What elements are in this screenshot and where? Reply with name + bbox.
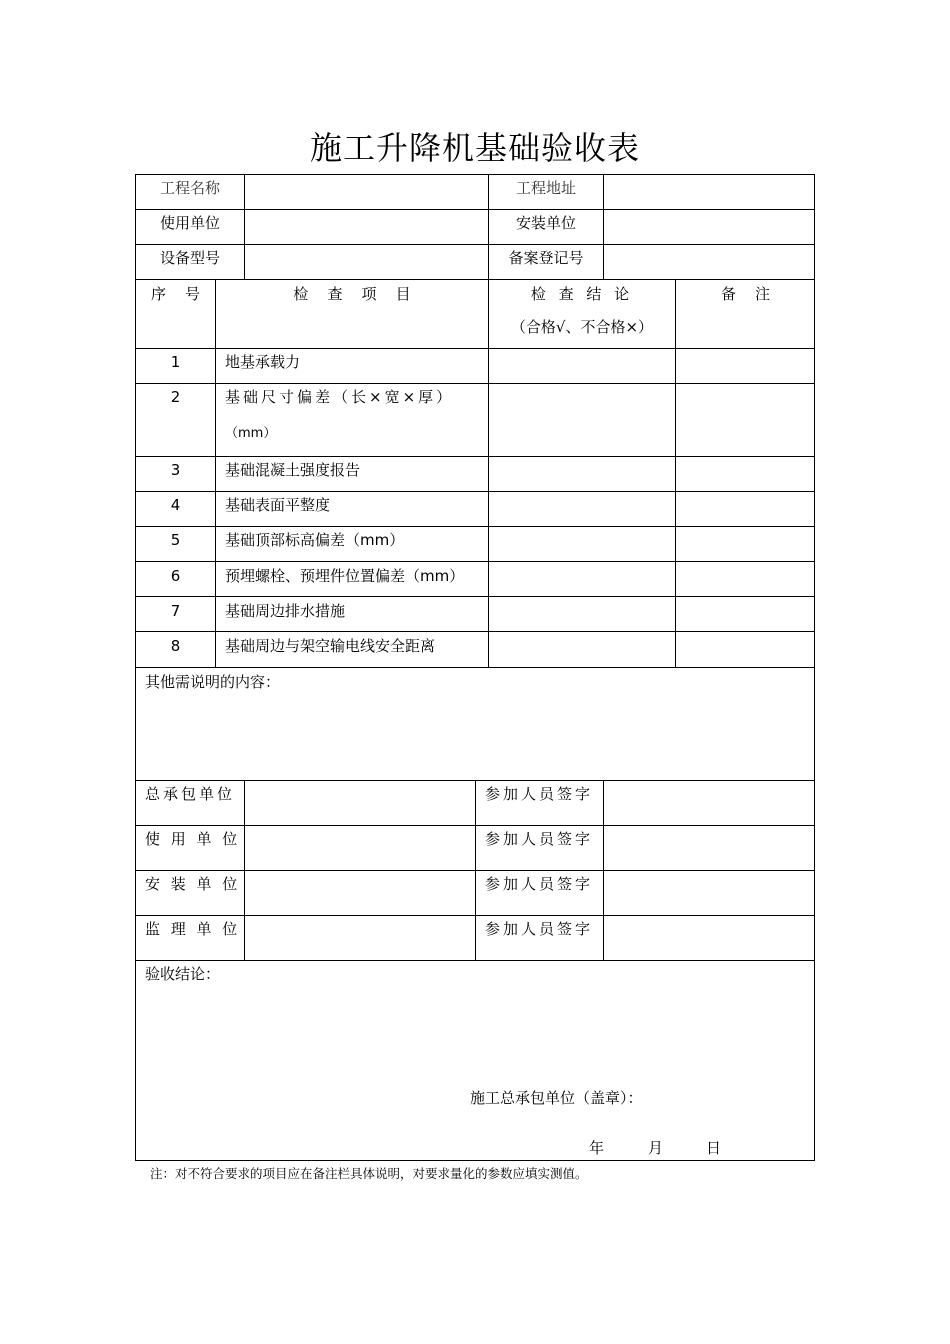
row-divider [135,596,815,597]
col-divider [244,780,245,960]
item-no: 5 [170,531,181,549]
item-name-unit: （mm） [225,426,277,441]
col-divider [215,279,216,667]
item-no: 1 [170,353,181,371]
header-result-sub: （合格√、不合格×） [510,318,654,336]
date-month: 月 [648,1139,664,1157]
col-divider [488,279,489,667]
col-divider [244,174,245,279]
date-year: 年 [589,1139,605,1157]
item-name: 基础顶部标高偏差（mm） [225,531,405,549]
row-divider [135,561,815,562]
col-divider [603,780,604,960]
label-unit: 监 理 单 位 [145,920,241,938]
date-day: 日 [706,1139,722,1157]
page-title: 施工升降机基础验收表 [309,129,640,167]
row-divider [135,209,815,210]
row-divider [135,631,815,632]
label-unit: 安 装 单 位 [145,875,241,893]
row-divider [135,244,815,245]
item-no: 8 [170,637,181,655]
header-result: 检 查 结 论 [530,285,634,303]
label-device-model: 设备型号 [159,249,220,267]
item-no: 2 [170,388,181,406]
label-other: 其他需说明的内容： [145,673,281,691]
item-name: 地基承载力 [225,353,301,371]
item-name: 基础表面平整度 [225,496,331,514]
row-divider [135,667,815,668]
row-divider [135,279,815,280]
footnote: 注：对不符合要求的项目应在备注栏具体说明，对要求量化的参数应填实测值。 [150,1166,588,1181]
row-divider [135,960,815,961]
label-conclusion: 验收结论： [145,965,221,983]
header-seq: 序 号 [150,285,201,303]
label-sign: 参加人员签字 [485,785,594,803]
item-no: 6 [170,567,181,585]
row-divider [135,456,815,457]
label-sign: 参加人员签字 [485,920,594,938]
item-name: 基础周边排水措施 [225,602,346,620]
col-divider [675,279,676,667]
label-unit: 总承包单位 [145,785,236,803]
item-name: 基础混凝土强度报告 [225,461,361,479]
item-name: 预埋螺栓、预埋件位置偏差（mm） [225,567,465,585]
label-project-name: 工程名称 [159,179,220,197]
label-unit: 使 用 单 位 [145,830,241,848]
row-divider [135,491,815,492]
row-divider [135,383,815,384]
col-divider [603,174,604,279]
item-name: 基础周边与架空输电线安全距离 [225,637,436,655]
label-sign: 参加人员签字 [485,830,594,848]
header-remark: 备 注 [720,285,771,303]
label-project-address: 工程地址 [515,179,576,197]
row-divider [135,348,815,349]
label-record-no: 备案登记号 [508,249,584,267]
item-no: 3 [170,461,181,479]
label-install-unit: 安装单位 [515,214,576,232]
label-user-unit: 使用单位 [159,214,220,232]
label-stamp: 施工总承包单位（盖章）： [470,1089,643,1107]
row-divider [135,526,815,527]
item-no: 7 [170,602,181,620]
col-divider [475,780,476,960]
item-name: 基础尺寸偏差（长×宽×厚） [225,388,455,406]
header-item: 检 查 项 目 [293,285,411,303]
label-sign: 参加人员签字 [485,875,594,893]
item-no: 4 [170,496,181,514]
